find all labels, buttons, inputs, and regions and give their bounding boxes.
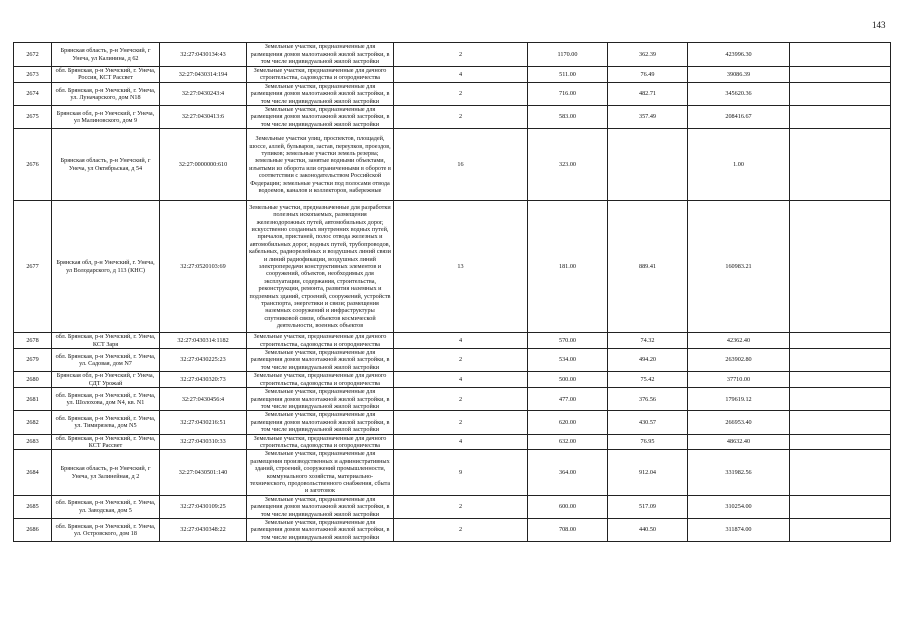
cadastral-value-cell: 423996.30 [688, 43, 790, 67]
cadastral-number-cell: 32:27:0430348:22 [160, 519, 247, 542]
land-use-cell: Земельные участки, предназначенные для размещения домов малоэтажной жилой застройки, в том числе индивидуальной жилой застройки [247, 43, 394, 67]
blank-cell [790, 388, 891, 411]
row-number-cell: 2673 [14, 67, 52, 83]
row-number-cell: 2682 [14, 411, 52, 434]
specific-value-cell: 74.32 [608, 333, 688, 349]
cadastral-value-cell: 311874.00 [688, 519, 790, 542]
cadastral-value-cell: 310254.00 [688, 495, 790, 518]
cadastral-number-cell: 32:27:0430243:4 [160, 82, 247, 105]
area-cell: 570.00 [528, 333, 608, 349]
cadastral-value-cell: 48632.40 [688, 434, 790, 450]
cadastral-number-cell: 32:27:0430225:23 [160, 349, 247, 372]
blank-cell [790, 495, 891, 518]
area-cell: 323.00 [528, 129, 608, 201]
cadastral-number-cell: 32:27:0430456:4 [160, 388, 247, 411]
use-group-cell: 2 [394, 411, 528, 434]
area-cell: 600.00 [528, 495, 608, 518]
row-number-cell: 2683 [14, 434, 52, 450]
cadastral-value-cell: 42362.40 [688, 333, 790, 349]
area-cell: 1170.00 [528, 43, 608, 67]
address-cell: Брянская обл, р-н Унечский, г Унеча, СДТ Урожай [52, 372, 160, 388]
use-group-cell: 9 [394, 450, 528, 495]
use-group-cell: 2 [394, 495, 528, 518]
address-cell: обл. Брянская, р-н Унечский, г. Унеча, ул. Островского, дом 18 [52, 519, 160, 542]
row-number-cell: 2674 [14, 82, 52, 105]
page-number: 143 [872, 20, 886, 30]
area-cell: 500.00 [528, 372, 608, 388]
cadastral-number-cell: 32:27:0430413:6 [160, 106, 247, 129]
row-number-cell: 2677 [14, 201, 52, 333]
address-cell: обл. Брянская, р-н Унечский, г. Унеча, ул. Заводская, дом 5 [52, 495, 160, 518]
cadastral-number-cell: 32:27:0430320:73 [160, 372, 247, 388]
cadastral-number-cell: 32:27:0430109:25 [160, 495, 247, 518]
land-use-cell: Земельные участки, предназначенные для дачного строительства, садоводства и огородничества [247, 372, 394, 388]
address-cell: обл. Брянская, р-н Унечский, г. Унеча, КСТ Заря [52, 333, 160, 349]
area-cell: 716.00 [528, 82, 608, 105]
area-cell: 632.00 [528, 434, 608, 450]
table-row [14, 129, 891, 201]
land-use-cell: Земельные участки улиц, проспектов, площадей, шоссе, аллей, бульваров, застав, переулков, проездов, тупиков; земельные участки земель резерва; земельные участки, занятые водными объектами, изъятыми из оборота или ограниченными в обороте в соответствии с законодательством Российской Федерации; земельные участки под полосами отвода водоемов, каналов и коллекторов, набережные [247, 129, 394, 201]
table-row [14, 434, 891, 450]
table-row [14, 450, 891, 495]
specific-value-cell: 440.50 [608, 519, 688, 542]
address-cell: Брянская обл, р-н Унечский, г Унеча, ул Малиновского, дом 9 [52, 106, 160, 129]
address-cell: обл. Брянская, р-н Унечский, г. Унеча, Россия, КСТ Рассвет [52, 67, 160, 83]
use-group-cell: 2 [394, 349, 528, 372]
table-row [14, 519, 891, 542]
specific-value-cell: 482.71 [608, 82, 688, 105]
use-group-cell: 4 [394, 67, 528, 83]
cadastral-value-cell: 266953.40 [688, 411, 790, 434]
area-cell: 583.00 [528, 106, 608, 129]
land-use-cell: Земельные участки, предназначенные для размещения домов малоэтажной жилой застройки, в том числе индивидуальной жилой застройки [247, 349, 394, 372]
cadastral-number-cell: 32:27:0430216:51 [160, 411, 247, 434]
specific-value-cell: 76.49 [608, 67, 688, 83]
specific-value-cell: 376.56 [608, 388, 688, 411]
specific-value-cell: 889.41 [608, 201, 688, 333]
cadastral-number-cell: 32:27:0430501:140 [160, 450, 247, 495]
blank-cell [790, 43, 891, 67]
table-row [14, 388, 891, 411]
use-group-cell: 4 [394, 333, 528, 349]
land-use-cell: Земельные участки, предназначенные для размещения домов малоэтажной жилой застройки, в том числе индивидуальной жилой застройки [247, 106, 394, 129]
table-row [14, 349, 891, 372]
land-use-cell: Земельные участки, предназначенные для размещения домов малоэтажной жилой застройки, в том числе индивидуальной жилой застройки [247, 82, 394, 105]
cadastral-number-cell: 32:27:0000000:610 [160, 129, 247, 201]
address-cell: обл. Брянская, р-н Унечский, г. Унеча, ул. Садовая, дом N7 [52, 349, 160, 372]
address-cell: Брянская область, р-н Унечский, г Унеча, ул Залинейная, д 2 [52, 450, 160, 495]
specific-value-cell: 75.42 [608, 372, 688, 388]
address-cell: обл. Брянская, р-н Унечский, г. Унеча, КСТ Рассвет [52, 434, 160, 450]
table-row [14, 43, 891, 67]
row-number-cell: 2685 [14, 495, 52, 518]
area-cell: 181.00 [528, 201, 608, 333]
use-group-cell: 16 [394, 129, 528, 201]
specific-value-cell: 517.09 [608, 495, 688, 518]
row-number-cell: 2686 [14, 519, 52, 542]
table-row [14, 67, 891, 83]
row-number-cell: 2672 [14, 43, 52, 67]
address-cell: Брянская область, р-н Унечский, г Унеча, ул Калинина, д 62 [52, 43, 160, 67]
cadastral-value-cell: 39086.39 [688, 67, 790, 83]
table-row [14, 411, 891, 434]
area-cell: 620.00 [528, 411, 608, 434]
table-row [14, 495, 891, 518]
land-use-cell: Земельные участки, предназначенные для размещения домов малоэтажной жилой застройки, в том числе индивидуальной жилой застройки [247, 519, 394, 542]
table-row [14, 82, 891, 105]
row-number-cell: 2676 [14, 129, 52, 201]
blank-cell [790, 106, 891, 129]
area-cell: 364.00 [528, 450, 608, 495]
blank-cell [790, 201, 891, 333]
cadastral-value-cell: 208416.67 [688, 106, 790, 129]
cadastral-value-cell: 263902.80 [688, 349, 790, 372]
specific-value-cell: 430.57 [608, 411, 688, 434]
cadastral-value-cell: 160983.21 [688, 201, 790, 333]
address-cell: Брянская область, р-н Унечский, г Унеча, ул Октябрьская, д 54 [52, 129, 160, 201]
land-use-cell: Земельные участки, предназначенные для дачного строительства, садоводства и огородничества [247, 434, 394, 450]
land-use-cell: Земельные участки, предназначенные для размещения домов малоэтажной жилой застройки, в том числе индивидуальной жилой застройки [247, 411, 394, 434]
use-group-cell: 4 [394, 434, 528, 450]
specific-value-cell: 357.49 [608, 106, 688, 129]
blank-cell [790, 82, 891, 105]
table-row [14, 333, 891, 349]
blank-cell [790, 67, 891, 83]
land-use-cell: Земельные участки, предназначенные для разработки полезных ископаемых, размещения железнодорожных путей, автомобильных дорог, искусственно созданных внутренних водных путей, причалов, пристаней, полос отвода железных и автомобильных дорог, водных путей, трубопроводов, кабельных, радиорелейных и воздушных линий связи и линий радиофикации, воздушных линий электропередачи конструктивных элементов и сооружений, объектов, необходимых для эксплуатации, содержания, строительства, реконструкции, ремонта, развития наземных и подземных зданий, строений, сооружений, устройств транспорта, энергетики и связи; размещения наземных сооружений и инфраструктуры спутниковой связи, объектов космической деятельности, военных объектов [247, 201, 394, 333]
row-number-cell: 2678 [14, 333, 52, 349]
use-group-cell: 13 [394, 201, 528, 333]
area-cell: 511.00 [528, 67, 608, 83]
blank-cell [790, 519, 891, 542]
specific-value-cell: 494.20 [608, 349, 688, 372]
row-number-cell: 2680 [14, 372, 52, 388]
blank-cell [790, 450, 891, 495]
table-row [14, 372, 891, 388]
blank-cell [790, 333, 891, 349]
land-use-cell: Земельные участки, предназначенные для дачного строительства, садоводства и огородничества [247, 333, 394, 349]
row-number-cell: 2675 [14, 106, 52, 129]
land-registry-table [13, 42, 891, 542]
land-use-cell: Земельные участки, предназначенные для размещения домов малоэтажной жилой застройки, в том числе индивидуальной жилой застройки [247, 495, 394, 518]
cadastral-value-cell: 331982.56 [688, 450, 790, 495]
cadastral-number-cell: 32:27:0430134:43 [160, 43, 247, 67]
use-group-cell: 4 [394, 372, 528, 388]
cadastral-number-cell: 32:27:0430310:33 [160, 434, 247, 450]
row-number-cell: 2681 [14, 388, 52, 411]
area-cell: 477.00 [528, 388, 608, 411]
address-cell: обл. Брянская, р-н Унечский, г. Унеча, ул. Луначарского, дом N18 [52, 82, 160, 105]
row-number-cell: 2684 [14, 450, 52, 495]
blank-cell [790, 349, 891, 372]
area-cell: 708.00 [528, 519, 608, 542]
cadastral-value-cell: 1.00 [688, 129, 790, 201]
row-number-cell: 2679 [14, 349, 52, 372]
address-cell: Брянская обл, р-н Унечский, г. Унеча, ул Володарского, д 113 (КНС) [52, 201, 160, 333]
table-row [14, 106, 891, 129]
use-group-cell: 2 [394, 388, 528, 411]
use-group-cell: 2 [394, 82, 528, 105]
blank-cell [790, 372, 891, 388]
cadastral-value-cell: 37710.00 [688, 372, 790, 388]
specific-value-cell [608, 129, 688, 201]
cadastral-value-cell: 345620.36 [688, 82, 790, 105]
blank-cell [790, 411, 891, 434]
area-cell: 534.00 [528, 349, 608, 372]
land-use-cell: Земельные участки, предназначенные для дачного строительства, садоводства и огородничества [247, 67, 394, 83]
blank-cell [790, 434, 891, 450]
use-group-cell: 2 [394, 519, 528, 542]
address-cell: обл. Брянская, р-н Унечский, г. Унеча, ул. Шолохова, дом N4, кв. N1 [52, 388, 160, 411]
land-use-cell: Земельные участки, предназначенные для размещения производственных и административных зданий, строений, сооружений промышленности, коммунального хозяйства, материально-технического, продовольственного снабжения, сбыта и заготовок [247, 450, 394, 495]
table-row [14, 201, 891, 333]
use-group-cell: 2 [394, 43, 528, 67]
cadastral-value-cell: 179619.12 [688, 388, 790, 411]
cadastral-number-cell: 32:27:0430314:1182 [160, 333, 247, 349]
table-body [14, 43, 891, 542]
address-cell: обл. Брянская, р-н Унечский, г. Унеча, ул. Тимирязева, дом N5 [52, 411, 160, 434]
specific-value-cell: 912.04 [608, 450, 688, 495]
use-group-cell: 2 [394, 106, 528, 129]
land-use-cell: Земельные участки, предназначенные для размещения домов малоэтажной жилой застройки, в том числе индивидуальной жилой застройки [247, 388, 394, 411]
specific-value-cell: 76.95 [608, 434, 688, 450]
cadastral-number-cell: 32:27:0430314:194 [160, 67, 247, 83]
specific-value-cell: 362.39 [608, 43, 688, 67]
cadastral-number-cell: 32:27:0520103:69 [160, 201, 247, 333]
blank-cell [790, 129, 891, 201]
